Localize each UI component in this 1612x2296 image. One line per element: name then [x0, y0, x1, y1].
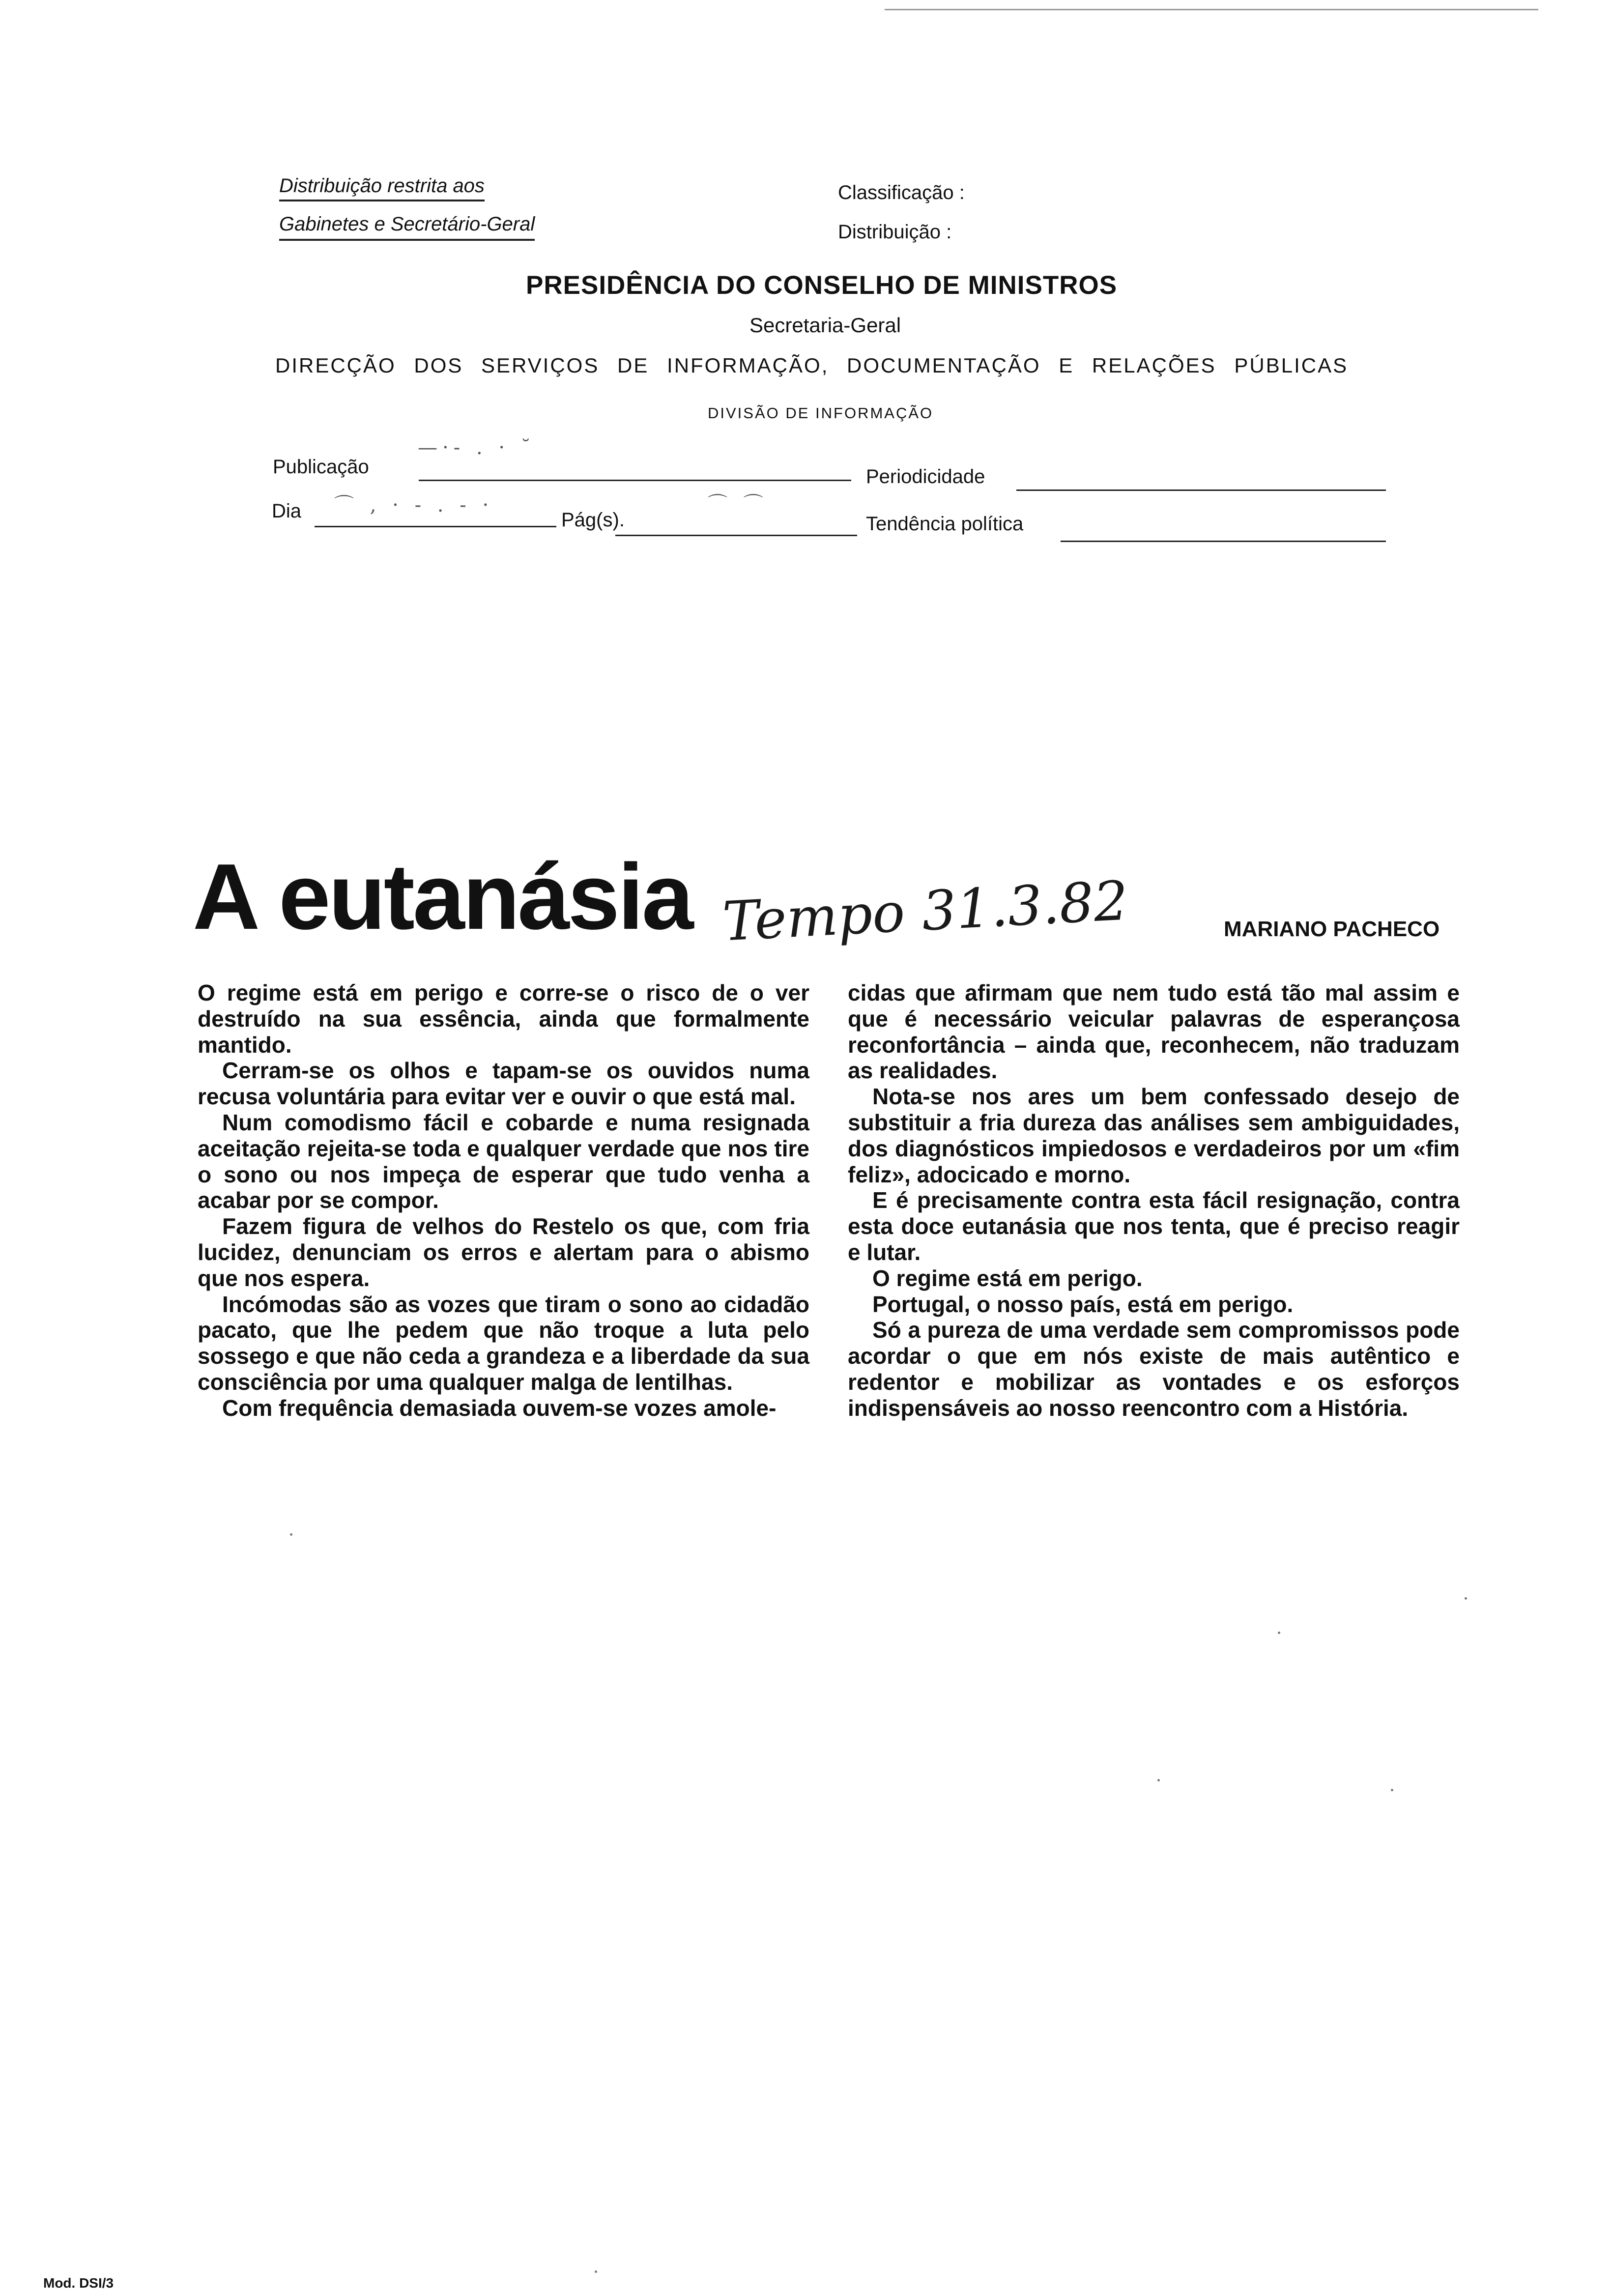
scan-speck [595, 2270, 597, 2273]
scan-top-edge-line [885, 9, 1538, 10]
tendencia-label: Tendência política [866, 513, 1024, 535]
scan-speck [290, 1533, 292, 1536]
restriction-note-line2 [279, 214, 535, 234]
article-author: MARIANO PACHECO [1224, 917, 1440, 941]
right-paragraph-3: E é precisamente contra esta fácil resignação, contra esta doce eutanásia que nos tenta, que é preciso reagir e lutar. [848, 1187, 1460, 1265]
dia-blank [315, 526, 556, 527]
scan-speck [1391, 1789, 1393, 1791]
scan-speck [1157, 1779, 1160, 1781]
handwritten-source-note: Tempo 31.3.82 [721, 869, 1130, 953]
right-paragraph-4: O regime está em perigo. [872, 1265, 1143, 1291]
left-paragraph-6: Com frequência demasiada ouvem-se vozes amole- [222, 1395, 777, 1421]
restriction-line1-text: Distribuição restrita aos [279, 175, 485, 197]
dia-label: Dia [272, 500, 302, 522]
dia-scribble: ⌒ , · ‐ . ‐ · [334, 494, 494, 517]
restriction-line2-text: Gabinetes e Secretário-Geral [279, 213, 535, 235]
periodicidade-label: Periodicidade [866, 466, 985, 488]
left-paragraph-2: Cerram-se os olhos e tapam-se os ouvidos numa recusa voluntária para evitar ver e ouvir o que está mal. [198, 1058, 809, 1110]
publicacao-blank [419, 480, 851, 481]
distribuicao-label: Distribuição : [838, 221, 952, 243]
classificacao-label: Classificação : [838, 182, 965, 203]
pags-scribble: ⌒ ⌒ [708, 493, 768, 516]
ministry-title: PRESIDÊNCIA DO CONSELHO DE MINISTROS [526, 271, 1118, 300]
publicacao-scribble: —·‐ . · ˘ [418, 436, 536, 459]
publicacao-label: Publicação [273, 456, 369, 478]
restriction-note-line1 [279, 176, 485, 196]
right-paragraph-6: Só a pureza de uma verdade sem compromissos pode acordar o que em nós existe de mais autêntico e redentor e mobilizar as vontades e os esforços indispensáveis ao nosso reencontro com a História. [848, 1317, 1460, 1421]
right-paragraph-2: Nota-se nos ares um bem confessado desejo de substituir a fria dureza das análises sem ambiguidades, dos diagnósticos impiedosos e verdadeiros por um «fim feliz», adocicado e morno. [848, 1084, 1460, 1187]
right-paragraph-1: cidas que afirmam que nem tudo está tão mal assim e que é necessário veicular palavras de esperançosa reconfortância – ainda que, reconhecem, não traduzam as realidades. [848, 980, 1460, 1084]
tendencia-blank [1061, 541, 1386, 542]
left-paragraph-1: O regime está em perigo e corre-se o risco de o ver destruído na sua essência, ainda que formalmente mantido. [198, 980, 809, 1058]
left-paragraph-4: Fazem figura de velhos do Restelo os que, com fria lucidez, denunciam os erros e alertam para o abismo que nos espera. [198, 1213, 809, 1291]
form-code: Mod. DSI/3 [43, 2275, 114, 2291]
pags-blank [615, 535, 857, 536]
periodicidade-blank [1016, 489, 1386, 491]
scan-speck [1278, 1632, 1280, 1634]
right-paragraph-5: Portugal, o nosso país, está em perigo. [872, 1291, 1294, 1317]
pags-label: Pág(s). [561, 509, 625, 531]
restriction-underline-1 [279, 200, 485, 201]
secretaria-geral: Secretaria-Geral [749, 314, 901, 337]
left-paragraph-3: Num comodismo fácil e cobarde e numa resignada aceitação rejeita-se toda e qualquer verdade que nos tire o sono ou nos impeça de esperar que tudo venha a acabar por se compor. [198, 1109, 809, 1213]
article-right-column [848, 980, 1460, 1421]
scan-speck [1465, 1597, 1467, 1600]
article-headline: A eutanásia [193, 845, 692, 949]
article-left-column [198, 980, 809, 1421]
divisao-title: DIVISÃO DE INFORMAÇÃO [708, 404, 934, 422]
left-paragraph-5: Incómodas são as vozes que tiram o sono ao cidadão pacato, que lhe pedem que não troque a luta pelo sossego e que não ceda a grandeza e a liberdade da sua consciência por uma qualquer malga de lentilhas. [198, 1291, 809, 1395]
restriction-underline-2 [279, 239, 535, 241]
direccao-title: DIRECÇÃO DOS SERVIÇOS DE INFORMAÇÃO, DOCUMENTAÇÃO E RELAÇÕES PÚBLICAS [275, 354, 1349, 377]
